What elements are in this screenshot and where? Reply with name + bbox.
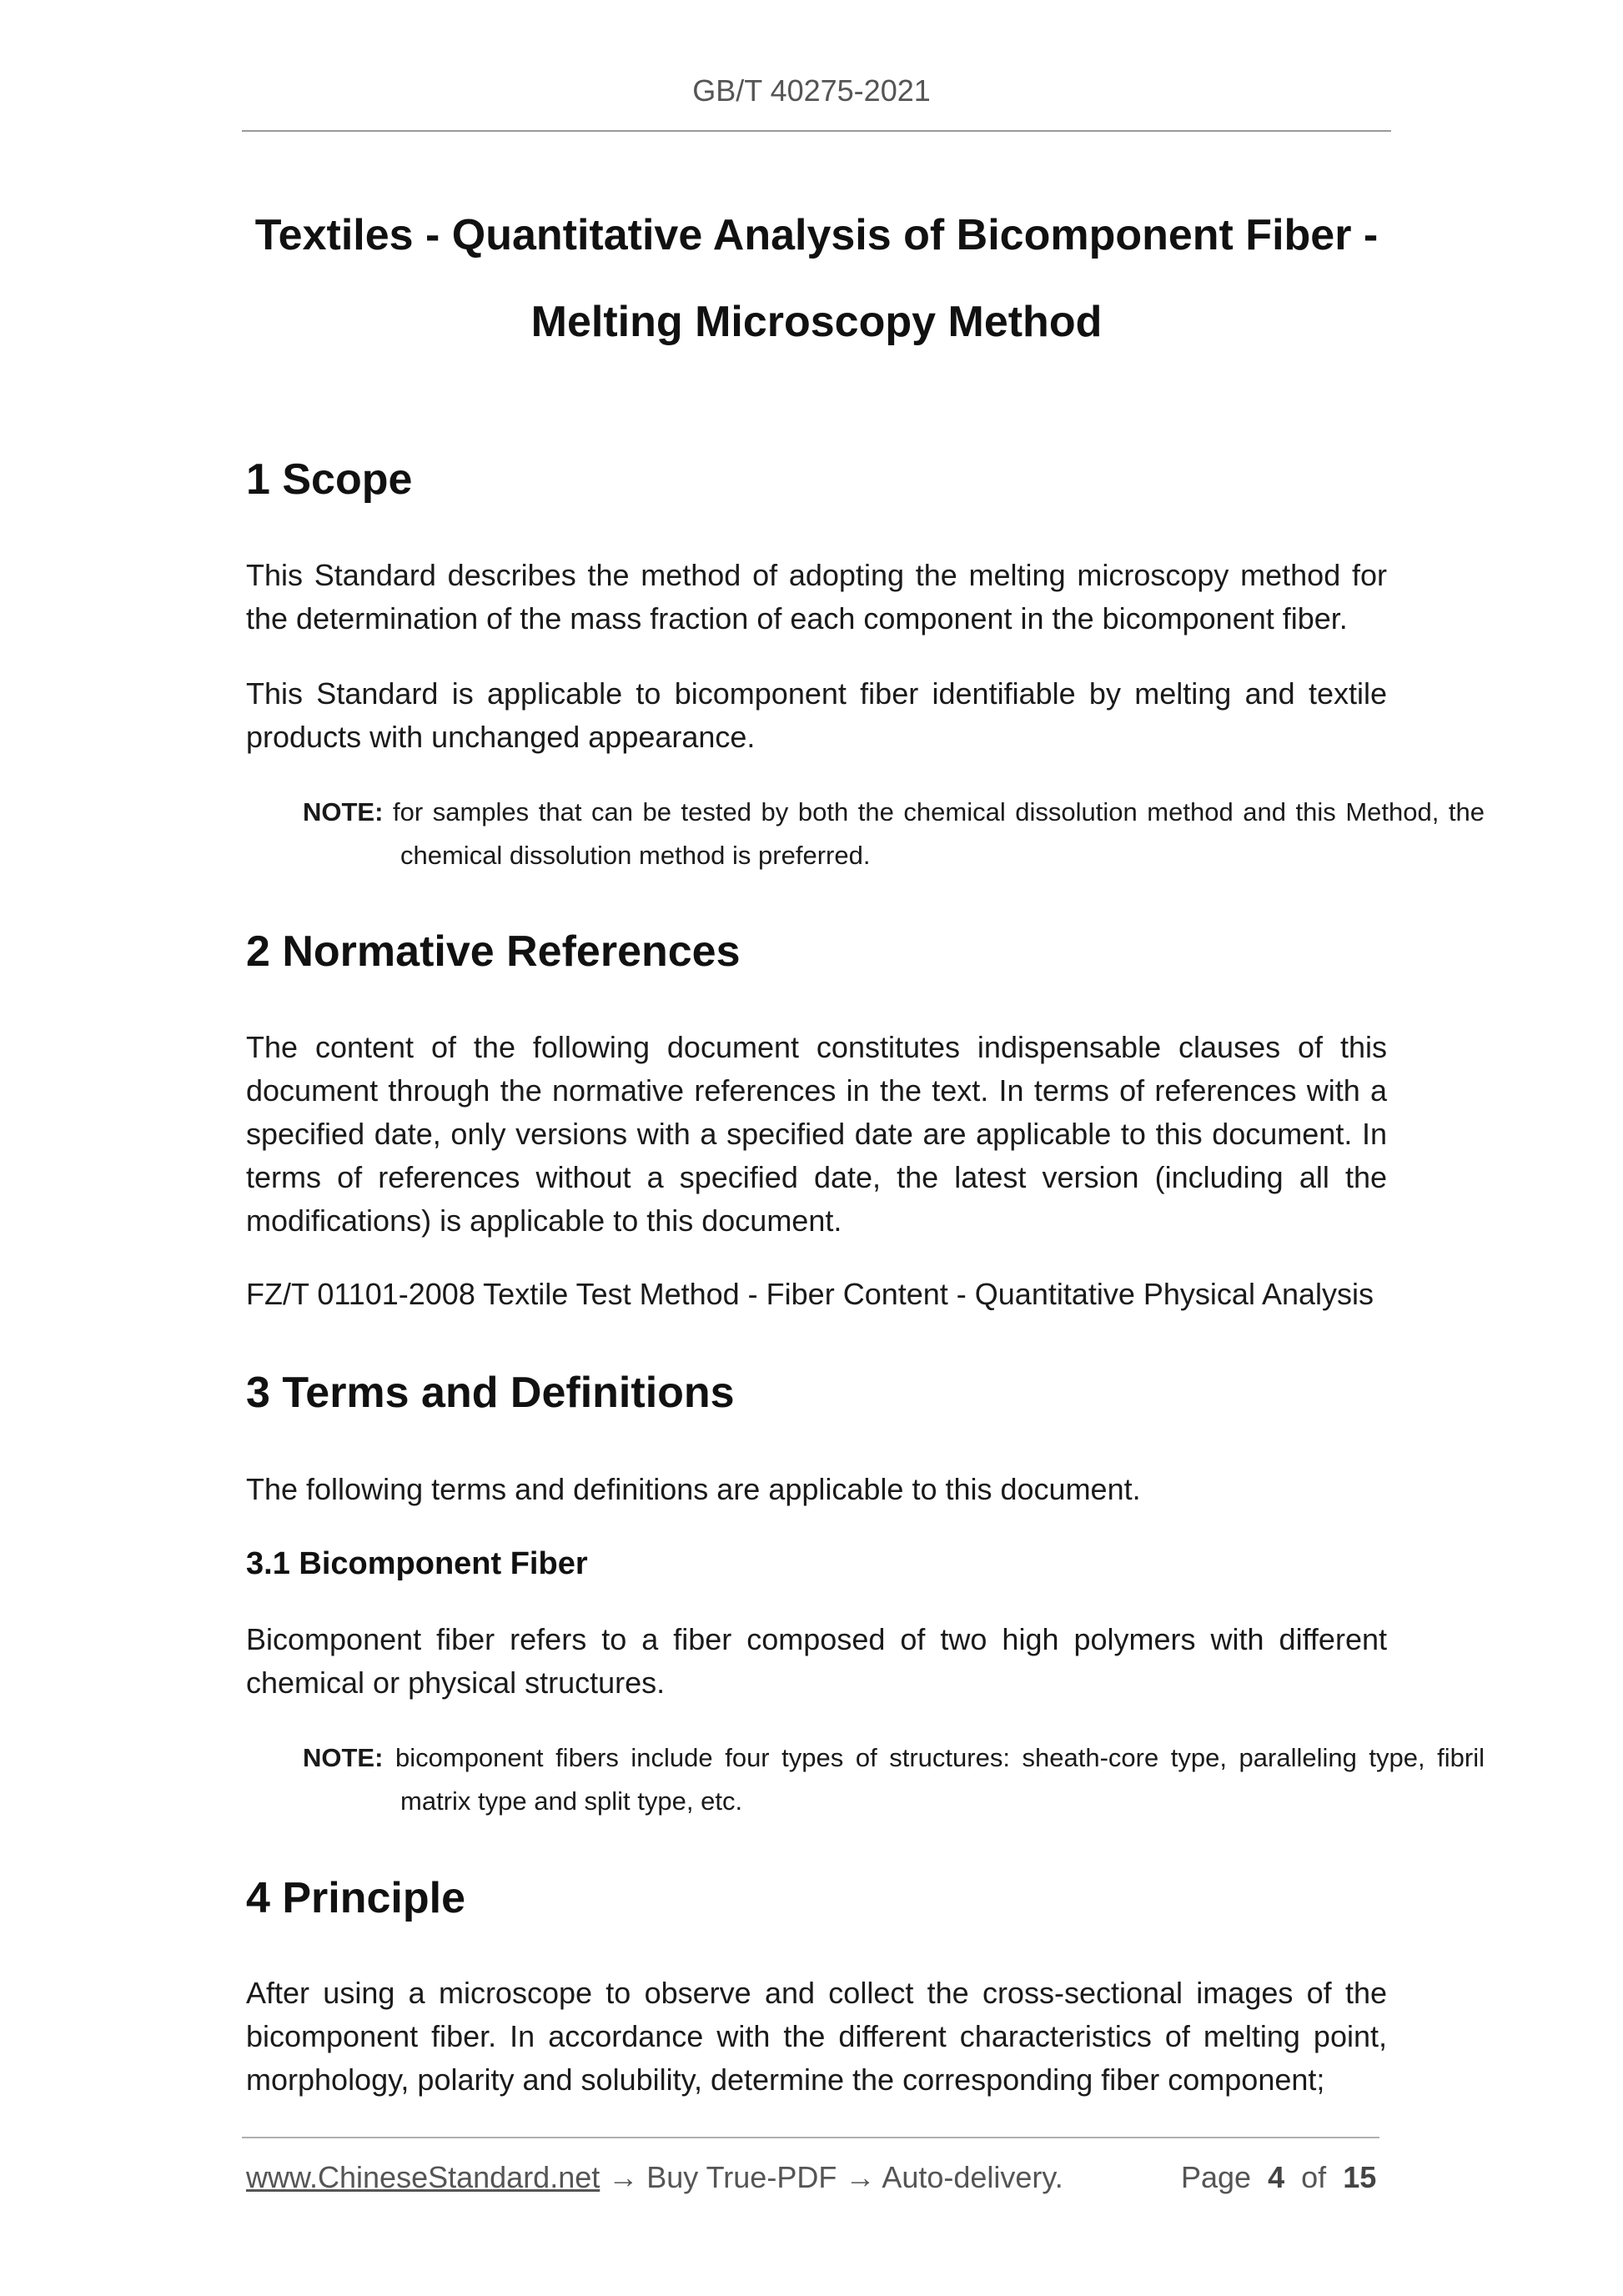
- page-word: Page: [1181, 2160, 1252, 2194]
- note-label: NOTE:: [303, 797, 384, 826]
- principle-paragraph-1: After using a microscope to observe and collect the cross-sectional images of the bicomponent fiber. In accordance with the different characteristics of melting point, morphology, polarity and solubility, determine the corresponding fiber component;: [246, 1976, 1387, 2097]
- site-link[interactable]: www.ChineseStandard.net: [246, 2160, 600, 2194]
- scope-paragraph-2: This Standard is applicable to bicomponent fiber identifiable by melting and textile products with unchanged appearance.: [246, 676, 1387, 754]
- terms-paragraph-1: The following terms and definitions are applicable to this document.: [246, 1472, 1141, 1506]
- section-heading-scope: 1 Scope: [246, 455, 413, 504]
- scope-paragraph-1: This Standard describes the method of adopting the melting microscopy method for the determination of the mass fraction of each component in the bicomponent fiber.: [246, 558, 1387, 636]
- footer-promo: [246, 2160, 1063, 2195]
- note-text: bicomponent fibers include four types of structures: sheath-core type, paralleling type, fibril matrix type and split type, etc.: [395, 1743, 1485, 1816]
- note-label: NOTE:: [303, 1743, 384, 1772]
- title-line-2: Melting Microscopy Method: [530, 298, 1103, 346]
- document-title: [242, 192, 1391, 365]
- note-text: for samples that can be tested by both the chemical dissolution method and this Method, the chemical dissolution method is preferred.: [393, 797, 1485, 870]
- of-word: of: [1301, 2160, 1327, 2194]
- terms-paragraph-2: Bicomponent fiber refers to a fiber composed of two high polymers with different chemical or physical structures.: [246, 1622, 1387, 1700]
- footer-divider: [242, 2137, 1379, 2138]
- header-divider: [242, 130, 1391, 132]
- normative-reference-item: FZ/T 01101-2008 Textile Test Method - Fiber Content - Quantitative Physical Analysis: [246, 1277, 1374, 1311]
- page-total: 15: [1343, 2160, 1377, 2194]
- normative-paragraph-1: The content of the following document constitutes indispensable clauses of this document through the normative references in the text. In terms of references with a specified date, only versions with a specified date are applicable to this document. In terms of references without a specified date, the latest version (including all the modifications) is applicable to this document.: [246, 1030, 1387, 1238]
- section-heading-terms: 3 Terms and Definitions: [246, 1369, 735, 1417]
- promo-text: → Buy True-PDF → Auto-delivery.: [600, 2160, 1063, 2194]
- page-indicator: [1181, 2160, 1376, 2195]
- scope-note: [303, 791, 1485, 877]
- document-id-header: GB/T 40275-2021: [692, 73, 931, 108]
- terms-note: [303, 1736, 1485, 1823]
- subsection-heading-bicomponent-fiber: 3.1 Bicomponent Fiber: [246, 1546, 588, 1581]
- section-heading-normative-references: 2 Normative References: [246, 927, 741, 976]
- section-heading-principle: 4 Principle: [246, 1874, 465, 1922]
- title-line-1: Textiles - Quantitative Analysis of Bicomponent Fiber -: [254, 211, 1379, 259]
- page-number: 4: [1268, 2160, 1285, 2194]
